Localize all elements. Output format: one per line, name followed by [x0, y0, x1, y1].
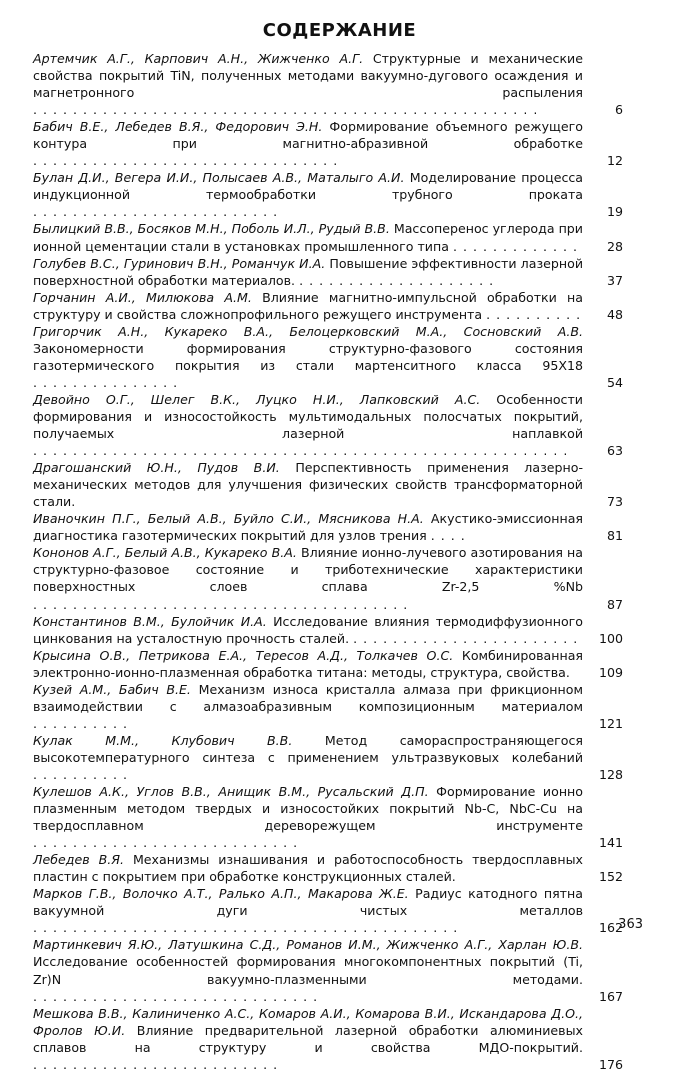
toc-title: Структурные и механические свойства покрытий TiN, полученных методами вакуумно-дугового осаждения и магнетронного распыления	[33, 51, 583, 101]
toc-title: Механизм износа кристалла алмаза при фрикционном взаимодействии с алмазоабразивным композиционным материалом	[33, 681, 583, 714]
toc-title: Перспективность применения лазерно-механических методов для улучшения физических свойств трансформаторной стали.	[33, 460, 583, 510]
leader-dots: . . . . . . . . . . . . . . .	[33, 374, 179, 390]
toc-entry[interactable]	[33, 391, 623, 459]
toc-entry[interactable]	[33, 936, 623, 1004]
toc-authors: Девойно О.Г., Шелег В.К., Луцко Н.И., Лапковский А.С.	[33, 391, 481, 407]
toc-page: 167	[598, 988, 623, 1004]
toc-page: 73	[606, 494, 623, 510]
toc-authors: Иваночкин П.Г., Белый А.В., Буйло С.И., Мясникова Н.А.	[33, 511, 424, 527]
toc-page: 162	[598, 920, 623, 936]
toc-page: 6	[614, 102, 623, 118]
toc-entry[interactable]	[33, 1005, 623, 1073]
toc-authors: Марков Г.В., Волочко А.Т., Ралько А.П., Макарова Ж.Е.	[33, 886, 409, 902]
leader-dots: . . . . . . . . . .	[486, 306, 582, 322]
toc-entry[interactable]	[33, 50, 623, 118]
leader-dots: . . . . . . . . . . . . . . . . . . . . . . . . . . . . . . . . . . . . . . . . . . .	[33, 920, 459, 936]
toc-entry[interactable]	[33, 289, 623, 323]
toc-page: 141	[598, 835, 623, 851]
toc-page: 176	[598, 1056, 623, 1072]
toc-title: Особенности формирования и износостойкость мультимодальных полосчатых покрытий, получаемых лазерной наплавкой	[33, 391, 583, 442]
toc-authors: Константинов В.М., Булойчик И.А.	[33, 613, 267, 629]
toc-entry[interactable]	[33, 459, 623, 510]
leader-dots: . . . . . . . . . . . . . . . . . . . . . . . . .	[33, 1056, 279, 1072]
toc-page: 37	[606, 272, 623, 288]
toc-title: Исследование особенностей формирования многокомпонентных покрытий (Ti, Zr)N вакуумно-плазменными методами.	[33, 954, 583, 987]
toc-page: 109	[598, 664, 623, 680]
toc-authors: Крысина О.В., Петрикова Е.А., Тересов А.Д., Толкачев О.С.	[33, 647, 454, 663]
toc-page: 28	[606, 238, 623, 254]
toc-page: 19	[606, 204, 623, 220]
leader-dots: . . . . . . . . . . . . . . . . . . . . . . . . . . . . . . . . . . . . . .	[33, 596, 409, 612]
leader-dots: . . . . . . . . . .	[33, 715, 129, 731]
toc-page: 100	[598, 630, 623, 646]
toc-authors: Мартинкевич Я.Ю., Латушкина С.Д., Романов И.М., Жижченко А.Г., Харлан Ю.В.	[33, 937, 583, 953]
toc-entry[interactable]	[33, 613, 623, 647]
leader-dots: . . . . . . . . . .	[33, 766, 129, 782]
toc-title: Радиус катодного пятна вакуумной дуги чистых металлов	[33, 886, 583, 919]
toc-title: Повышение эффективности лазерной поверхностной обработки материалов.	[33, 255, 584, 288]
toc-authors: Артемчик А.Г., Карпович А.Н., Жижченко А.Г.	[33, 51, 364, 66]
toc-title: Механизмы изнашивания и работоспособность твердосплавных пластин с покрытием при обработке конструкционных сталей.	[33, 852, 583, 885]
toc-entry[interactable]	[33, 732, 623, 783]
toc-entry[interactable]	[33, 169, 623, 220]
toc-authors: Лебедев В.Я.	[33, 852, 124, 868]
toc-entry[interactable]	[33, 885, 623, 936]
toc-authors: Кононов А.Г., Белый А.В., Кукареко В.А.	[33, 545, 297, 561]
table-of-contents	[33, 50, 623, 1073]
toc-authors: Кузей А.М., Бабич В.Е.	[33, 681, 191, 697]
toc-authors: Бабич В.Е., Лебедев В.Я., Федорович Э.Н.	[33, 119, 323, 135]
toc-authors: Кулак М.М., Клубович В.В.	[33, 732, 293, 748]
toc-page: 121	[598, 715, 623, 731]
toc-page: 87	[606, 596, 623, 612]
leader-dots: . . . . . . . . . . . . . . . . . . . . . . . . . . . . . . . . . . . . . . . . . . . . . . . . . . . . . .	[33, 443, 569, 459]
toc-entry[interactable]	[33, 255, 623, 289]
leader-dots: . . . .	[430, 528, 466, 544]
toc-title: Формирование объемного режущего контура при магнитно-абразивной обработке	[33, 119, 583, 152]
toc-page: 54	[606, 374, 623, 390]
toc-page: 81	[606, 528, 623, 544]
toc-authors: Драгошанский Ю.Н., Пудов В.И.	[33, 460, 280, 476]
toc-entry[interactable]	[33, 118, 623, 169]
toc-page: 63	[606, 443, 623, 459]
toc-title: Акустико-эмиссионная диагностика газотермических покрытий для узлов трения	[33, 511, 583, 544]
leader-dots: . . . . . . . . . . . . . . . . . . . . . . . . . . .	[33, 835, 299, 851]
toc-page: 152	[598, 869, 623, 885]
toc-title: Комбинированная электронно-ионно-плазменная обработка титана: методы, структура, свойства.	[33, 647, 583, 680]
toc-title: Метод самораспространяющегося высокотемпературного синтеза с применением ультразвуковых колебаний	[33, 732, 583, 765]
toc-entry[interactable]	[33, 510, 623, 544]
toc-title: Исследование влияния термодиффузионного цинкования на усталостную прочность сталей.	[33, 613, 583, 646]
leader-dots: . . . . . . . . . . . . . . . . . . . .	[299, 272, 495, 288]
toc-title: Моделирование процесса индукционной термообработки трубного проката	[33, 170, 584, 203]
toc-authors: Кулешов А.К., Углов В.В., Анищик В.М., Русальский Д.П.	[33, 784, 429, 800]
leader-dots: . . . . . . . . . . . . . . . . . . . . . . . . .	[33, 204, 279, 220]
toc-authors: Булан Д.И., Вегера И.И., Полысаев А.В., Маталыго А.И.	[33, 170, 405, 186]
toc-page: 48	[606, 306, 623, 322]
page-title: СОДЕРЖАНИЕ	[262, 20, 417, 41]
toc-title: Массоперенос углерода при ионной цементации стали в установках промышленного типа	[33, 221, 583, 254]
toc-authors: Былицкий В.В., Босяков М.Н., Поболь И.Л., Рудый В.В.	[33, 221, 390, 237]
toc-entry[interactable]	[33, 851, 623, 885]
toc-authors: Григорчик А.Н., Кукареко В.А., Белоцерковский М.А., Сосновский А.В.	[33, 323, 583, 339]
toc-page: 128	[598, 766, 623, 782]
leader-dots: . . . . . . . . . . . . . . . . . . . . . . . . . . . . .	[33, 988, 319, 1004]
toc-title: Формирование ионно плазменным методом твердых и износостойких покрытий Nb-C, NbC-Cu на твердосплавном дереворежущем инструменте	[33, 784, 583, 834]
toc-title: Влияние ионно-лучевого азотирования на структурно-фазовое состояние и триботехнические характеристики поверхностных слоев сплава Zr-2,5 %Nb	[33, 545, 583, 595]
toc-title: Закономерности формирования структурно-фазового состояния газотермического покрытия из стали мартенситного класса 95Х18	[33, 340, 583, 373]
toc-authors: Голубев В.С., Гуринович В.Н., Романчук И.А.	[33, 255, 326, 271]
toc-entry[interactable]	[33, 220, 623, 254]
toc-page: 12	[606, 153, 623, 169]
page-number: 363	[618, 917, 643, 932]
toc-authors: Мешкова В.В., Калиниченко А.С., Комаров А.И., Комарова В.И., Искандарова Д.О., Фролов Ю.И.	[33, 1005, 583, 1038]
leader-dots: . . . . . . . . . . . . . . . . . . . . . . . . . . . . . . .	[33, 153, 339, 169]
toc-entry[interactable]	[33, 681, 623, 732]
leader-dots: . . . . . . . . . . . . .	[452, 238, 579, 254]
leader-dots: . . . . . . . . . . . . . . . . . . . . . . .	[353, 630, 579, 646]
toc-entry[interactable]	[33, 647, 623, 681]
toc-title: Влияние предварительной лазерной обработки алюминиевых сплавов на структуру и свойства МДО-покрытий.	[33, 1022, 583, 1055]
toc-entry[interactable]	[33, 323, 623, 391]
leader-dots: . . . . . . . . . . . . . . . . . . . . . . . . . . . . . . . . . . . . . . . . . . . . . . . . . . .	[33, 102, 539, 118]
toc-entry[interactable]	[33, 783, 623, 851]
toc-authors: Горчанин А.И., Милюкова А.М.	[33, 289, 252, 305]
toc-title: Влияние магнитно-импульсной обработки на структуру и свойства сложнопрофильного режущего инструмента	[33, 289, 583, 322]
toc-entry[interactable]	[33, 544, 623, 612]
